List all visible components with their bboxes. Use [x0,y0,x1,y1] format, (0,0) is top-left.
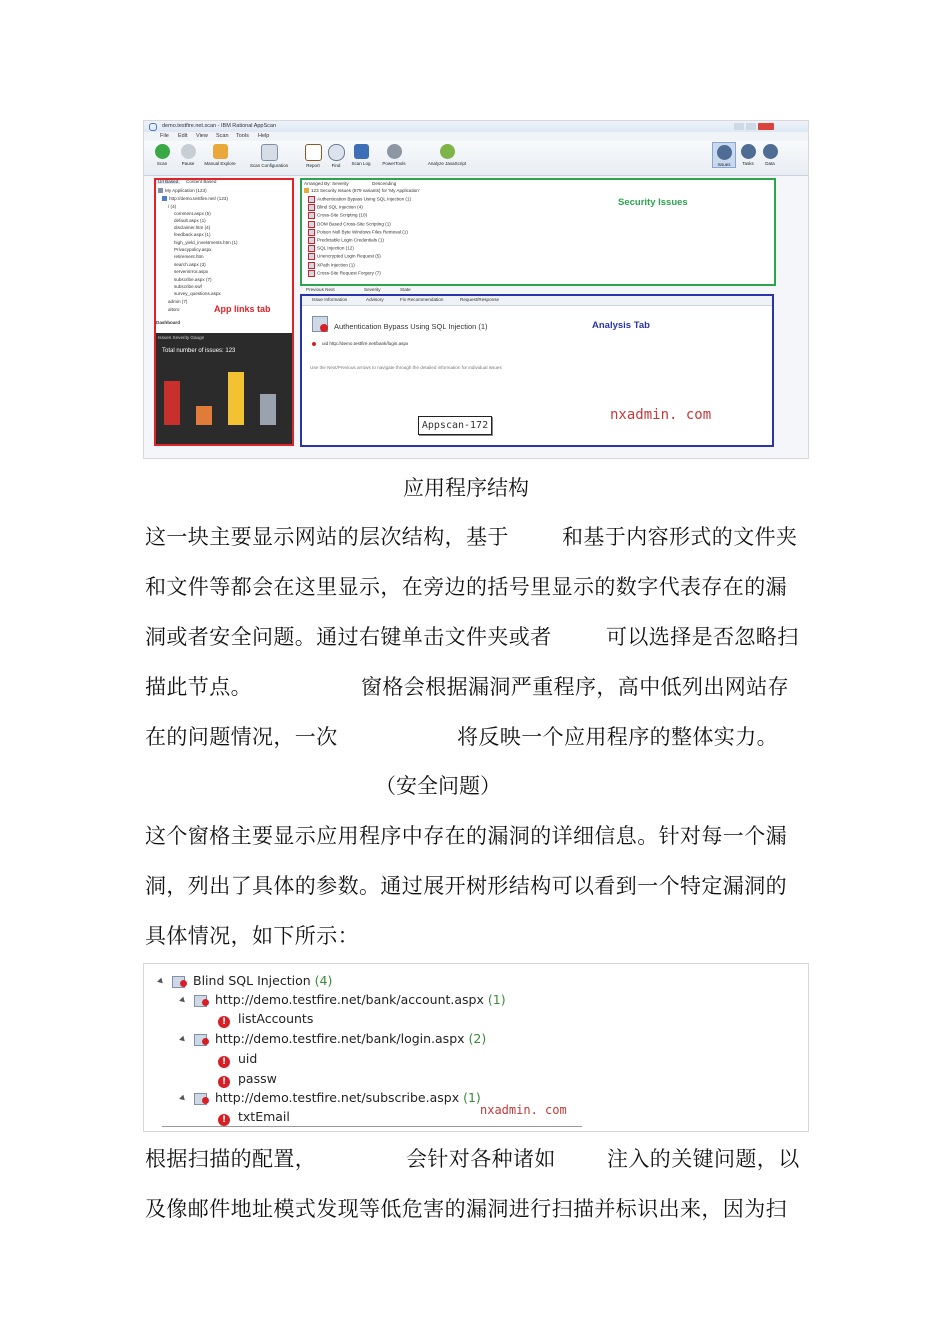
tree-item[interactable]: altoro [168,307,180,312]
app-links-highlight [154,178,294,446]
menu-view[interactable]: View [196,133,208,139]
issue-label: XPath Injection (1) [317,262,355,268]
paragraph-3-line-2: 及像邮件地址模式发现等低危害的漏洞进行扫描并标识出来，因为扫 [145,1197,787,1221]
paragraph-1-line-5b: 将反映一个应用程序的整体实力。 [457,725,778,749]
url-icon [194,1091,209,1104]
hand-icon [213,144,228,159]
issue-label: Poison Null Byte Windows Files Retrieval (1) [317,229,408,235]
section-heading: （安全问题） [375,774,501,798]
tab-advisory[interactable]: Advisory [366,297,384,302]
tree-host[interactable]: http://demo.testfire.net/ (123) [162,196,228,201]
tree-item[interactable]: Privacypolicy.aspx [174,247,212,252]
tree-url-account[interactable]: http://demo.testfire.net/bank/account.aspx (1) [182,991,506,1009]
issues-tab[interactable]: Issues [712,142,736,168]
tree-url-login[interactable]: http://demo.testfire.net/bank/login.aspx (2) [182,1030,486,1048]
issue-nav [302,286,602,294]
menu-tools[interactable]: Tools [236,133,249,139]
expand-icon[interactable] [157,978,165,986]
issue-label: Blind SQL Injection (4) [317,204,363,210]
window-title: demo.testfire.net.scan - IBM Rational AppScan [162,123,277,129]
tree-item[interactable]: retirement.htm [174,254,204,259]
figure-caption: 应用程序结构 [403,476,529,500]
issue-label: Authentication Bypass Using SQL Injection (1) [317,196,412,202]
app-links-callout: App links tab [214,304,271,314]
data-icon [763,144,778,159]
scan-button[interactable]: Scan [152,144,172,166]
analyze-javascript-button[interactable]: Analyze JavaScript [422,144,472,166]
menu-bar [144,132,808,141]
tree-item[interactable]: disclaimer.htm (4) [174,225,211,230]
data-tab[interactable]: Data [760,144,780,166]
report-icon [305,144,322,161]
tree-item[interactable]: admin (7) [168,299,188,304]
play-icon [155,144,170,159]
scan-configuration-button[interactable]: Scan Configuration [244,144,294,168]
sort-label[interactable]: Arranged By: Severity [304,181,349,186]
issue-label: DOM Based Cross-Site Scripting (1) [317,221,391,227]
paragraph-2-line-1: 这个窗格主要显示应用程序中存在的漏洞的详细信息。针对每一个漏 [145,824,787,848]
paragraph-1-line-4b: 窗格会根据漏洞严重程序，高中低列出网站存 [361,675,789,699]
menu-scan[interactable]: Scan [216,133,229,139]
security-issues-callout: Security Issues [618,197,688,208]
state-button[interactable]: State [400,287,411,292]
tree-item[interactable]: search.aspx (3) [174,262,206,267]
scan-log-button[interactable]: Scan Log [348,144,374,166]
powertools-button[interactable]: PowerTools [378,144,410,166]
tree-item[interactable]: comment.aspx (5) [174,211,211,216]
toolbar [144,141,808,176]
paragraph-3-line-1c: 注入的关键问题，以 [607,1147,800,1171]
tree-param[interactable]: ! txtEmail [218,1108,290,1126]
paragraph-3-line-1a: 根据扫描的配置， [145,1147,317,1171]
tab-url-based[interactable]: Url Based [158,179,179,184]
tree-item[interactable]: / (4) [168,204,177,209]
tab-content-based[interactable]: Content Based [186,179,217,184]
tasks-tab[interactable]: Tasks [738,144,758,166]
divider [162,1126,582,1127]
watermark: nxadmin. com [610,407,712,423]
tree-url-subscribe[interactable]: http://demo.testfire.net/subscribe.aspx (1) [182,1089,481,1107]
error-icon: ! [218,1056,230,1068]
bug-icon [440,144,455,159]
expand-icon[interactable] [179,1095,187,1103]
severity-button[interactable]: Severity [364,287,381,292]
issue-tree-screenshot [143,963,809,1132]
error-icon: ! [218,1076,230,1088]
tab-issue-information[interactable]: Issue Information [312,297,348,302]
appscan-screenshot [143,120,809,459]
issue-label: Predictable Login Credentials (1) [317,237,384,243]
tree-item[interactable]: default.aspx (1) [174,218,206,223]
total-issues: Total number of issues: 123 [162,348,236,354]
menu-edit[interactable]: Edit [178,133,188,139]
config-icon [261,144,278,161]
menu-help[interactable]: Help [258,133,270,139]
paragraph-2-line-3: 具体情况，如下所示： [145,924,359,948]
watermark: nxadmin. com [480,1103,567,1117]
analysis-param: uid http://demo.testfire.net/bank/login.aspx [322,341,409,346]
find-button[interactable]: Find [328,144,344,168]
analysis-tab-callout: Analysis Tab [592,320,650,331]
tree-item[interactable]: subscribe.aspx (7) [174,277,212,282]
order-label[interactable]: Descending [372,181,397,186]
minimize-icon[interactable] [734,123,744,130]
menu-file[interactable]: File [160,133,169,139]
error-icon: ! [218,1114,230,1126]
report-button[interactable]: Report [302,144,324,168]
issues-icon [717,145,732,160]
paragraph-1-line-3b: 可以选择是否忽略扫 [606,625,799,649]
issue-folder-icon [172,974,187,987]
paragraph-1-line-5a: 在的问题情况，一次 [145,725,338,749]
search-icon [328,144,345,161]
tree-param[interactable]: ! passw [218,1070,277,1088]
issues-summary: 123 Security Issues (879 variants) for 'My Application' [304,188,420,193]
manual-explore-button[interactable]: Manual Explore [200,144,240,166]
gear-icon [387,144,402,159]
paragraph-1-line-2: 和文件等都会在这里显示，在旁边的括号里显示的数字代表存在的漏 [145,575,787,599]
dashboard-header[interactable]: Dashboard [156,320,180,325]
paragraph-1-line-3a: 洞或者安全问题。通过右键单击文件夹或者 [145,625,552,649]
tasks-icon [741,144,756,159]
tree-item[interactable]: feedback.aspx (1) [174,232,211,237]
gauge-title: Issues Severity Gauge [158,335,205,340]
paragraph-1-line-1b: 和基于内容形式的文件夹 [562,525,798,549]
paragraph-1-line-1a: 这一块主要显示网站的层次结构，基于 [145,525,509,549]
expand-icon[interactable] [179,1036,187,1044]
tree-param[interactable]: ! listAccounts [218,1010,313,1028]
log-icon [354,144,369,159]
paragraph-1-line-4a: 描此节点。 [145,675,252,699]
issue-label: Unencrypted Login Request (5) [317,254,381,260]
paragraph-3-line-1b: 会针对各种诸如 [406,1147,556,1171]
analysis-title: Authentication Bypass Using SQL Injection (1) [334,322,488,331]
tree-param[interactable]: ! uid [218,1050,257,1068]
window-titlebar [144,121,808,132]
issue-label: Cross-Site Scripting (10) [317,213,368,219]
appscan-stamp: Appscan-172 [418,416,492,435]
tab-request-response[interactable]: Request/Response [460,297,500,302]
security-issues-highlight [300,178,776,286]
tree-root[interactable]: My Application (123) [158,188,207,193]
analysis-hint: Use the Next/Previous arrows to navigate through the detailed information for individual issues [310,365,502,370]
url-icon [194,1032,209,1045]
pause-button[interactable]: Pause [178,144,198,166]
app-icon [149,123,157,131]
analysis-highlight [300,294,774,447]
error-icon: ! [218,1016,230,1028]
tree-item[interactable]: survey_questions.aspx [174,291,221,296]
tree-item[interactable]: high_yield_investments.htm (1) [174,240,238,245]
prev-next-button[interactable]: Previous Next [306,287,335,292]
close-icon[interactable] [758,123,774,130]
expand-icon[interactable] [179,997,187,1005]
tree-item[interactable]: serverinrror.aspx [174,269,209,274]
tree-root-blind-sql[interactable]: Blind SQL Injection (4) [162,972,332,990]
maximize-icon[interactable] [746,123,756,130]
tree-item[interactable]: subscribe.swf [174,284,202,289]
pause-icon [181,144,196,159]
tab-fix-recommendation[interactable]: Fix Recommendation [400,297,444,302]
issue-label: Cross-Site Request Forgery (7) [317,270,381,276]
paragraph-2-line-2: 洞，列出了具体的参数。通过展开树形结构可以看到一个特定漏洞的 [145,874,787,898]
url-icon [194,993,209,1006]
issue-label: SQL Injection (12) [317,245,354,251]
